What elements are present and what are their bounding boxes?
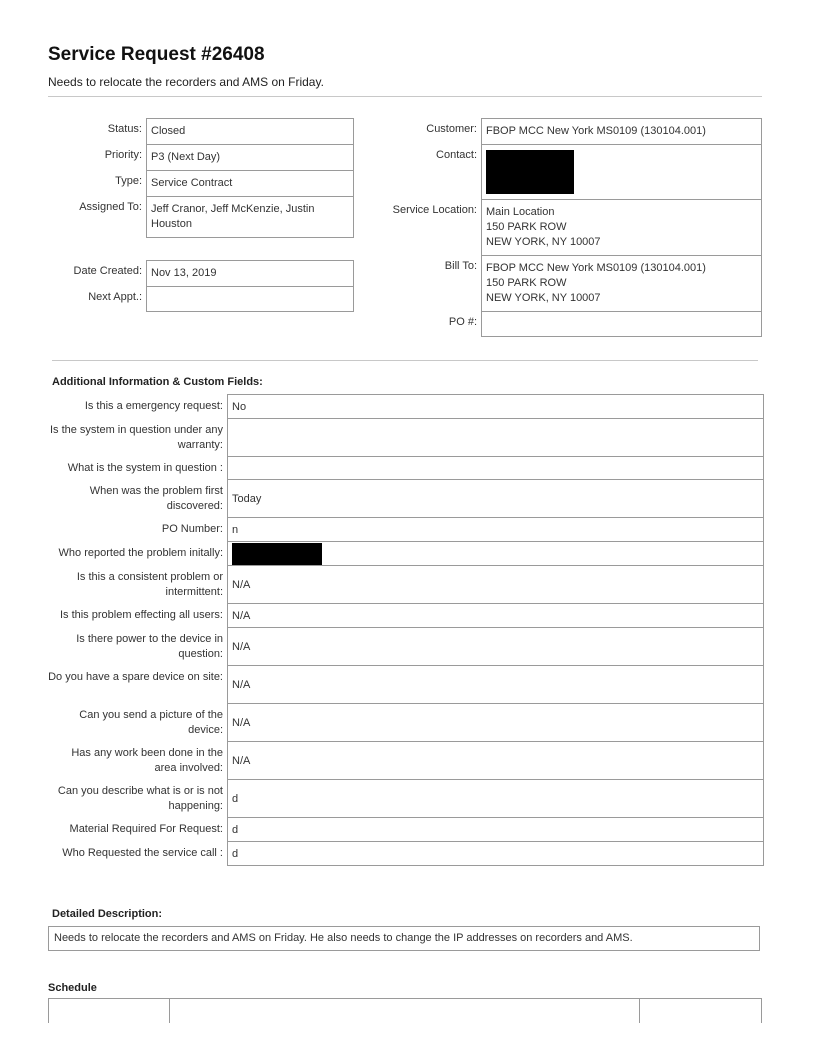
priority-label: Priority:	[104, 148, 142, 161]
additional-info-table	[48, 394, 764, 866]
header-divider	[48, 96, 762, 97]
page-title: Service Request #26408	[48, 44, 265, 65]
bill-to-name: FBOP MCC New York MS0109 (130104.001)	[486, 262, 706, 274]
schedule-title: Schedule	[48, 982, 97, 994]
customer-value: FBOP MCC New York MS0109 (130104.001)	[482, 119, 762, 145]
info-answer: d	[228, 818, 764, 842]
info-question: When was the problem first discovered:	[89, 484, 223, 512]
info-question: Is this problem effecting all users:	[59, 608, 223, 621]
info-row	[48, 818, 764, 842]
info-answer	[228, 457, 764, 480]
bill-to-street: 150 PARK ROW	[486, 277, 567, 289]
info-answer: N/A	[228, 604, 764, 628]
info-row	[48, 604, 764, 628]
contact-label: Contact:	[436, 148, 477, 161]
assigned-to-value: Jeff Cranor, Jeff McKenzie, Justin Houston	[147, 197, 354, 238]
info-answer: d	[228, 780, 764, 818]
info-question: Can you describe what is or is not happening:	[57, 784, 223, 812]
contact-value	[482, 145, 762, 200]
info-question: Material Required For Request:	[69, 822, 223, 835]
info-answer: d	[228, 842, 764, 866]
description-box: Needs to relocate the recorders and AMS on Friday. He also needs to change the IP addresses on recorders and AMS.	[48, 926, 760, 951]
customer-details-table	[380, 118, 762, 337]
po-label: PO #:	[448, 315, 477, 328]
date-created-value: Nov 13, 2019	[147, 261, 354, 287]
info-question: Is there power to the device in question:	[76, 632, 223, 660]
info-question: Has any work been done in the area involved:	[71, 746, 223, 774]
info-row	[48, 542, 764, 566]
page-subtitle: Needs to relocate the recorders and AMS on Friday.	[48, 75, 324, 89]
description-title: Detailed Description:	[52, 908, 163, 920]
next-appt-value	[147, 287, 354, 312]
info-answer: N/A	[228, 704, 764, 742]
service-location-label: Service Location:	[392, 203, 477, 216]
info-answer: Today	[228, 480, 764, 518]
info-question: What is the system in question :	[67, 461, 223, 474]
info-answer: N/A	[228, 628, 764, 666]
info-question: Is this a emergency request:	[84, 399, 223, 412]
info-question: Is the system in question under any warranty:	[49, 423, 223, 451]
request-summary-table	[48, 118, 354, 312]
type-label: Type:	[115, 174, 142, 187]
assigned-to-label: Assigned To:	[79, 200, 142, 213]
info-answer: N/A	[228, 666, 764, 704]
info-row	[48, 457, 764, 480]
service-location-street: 150 PARK ROW	[486, 221, 567, 233]
info-answer: n	[228, 518, 764, 542]
customer-label: Customer:	[426, 122, 477, 135]
info-row	[48, 666, 764, 704]
info-row	[48, 704, 764, 742]
schedule-table	[48, 998, 762, 1023]
status-label: Status:	[107, 122, 142, 135]
type-value: Service Contract	[147, 171, 354, 197]
service-location-city: NEW YORK, NY 10007	[486, 236, 601, 248]
schedule-column-divider	[639, 999, 640, 1023]
info-question: Is this a consistent problem or intermittent:	[76, 570, 223, 598]
service-location-value	[482, 200, 762, 256]
info-question: PO Number:	[161, 522, 223, 535]
info-row	[48, 628, 764, 666]
redaction-block	[232, 543, 322, 565]
info-row	[48, 780, 764, 818]
info-row	[48, 566, 764, 604]
section-divider	[52, 360, 758, 361]
schedule-column-divider	[169, 999, 170, 1023]
po-value	[482, 312, 762, 337]
additional-info-title: Additional Information & Custom Fields:	[52, 376, 263, 388]
status-value: Closed	[147, 119, 354, 145]
info-row	[48, 742, 764, 780]
info-row	[48, 395, 764, 419]
service-location-name: Main Location	[486, 206, 555, 218]
info-question: Can you send a picture of the device:	[79, 708, 223, 736]
info-answer	[228, 542, 764, 566]
bill-to-city: NEW YORK, NY 10007	[486, 292, 601, 304]
date-created-label: Date Created:	[73, 264, 142, 277]
info-question: Who Requested the service call :	[62, 846, 223, 859]
info-question: Do you have a spare device on site:	[48, 670, 223, 683]
info-question: Who reported the problem initally:	[58, 546, 223, 559]
info-answer: N/A	[228, 566, 764, 604]
info-row	[48, 842, 764, 866]
priority-value: P3 (Next Day)	[147, 145, 354, 171]
info-row	[48, 480, 764, 518]
bill-to-value	[482, 256, 762, 312]
bill-to-label: Bill To:	[444, 259, 477, 272]
info-answer	[228, 419, 764, 457]
next-appt-label: Next Appt.:	[88, 290, 142, 303]
info-row	[48, 419, 764, 457]
info-row	[48, 518, 764, 542]
info-answer: No	[228, 395, 764, 419]
info-answer: N/A	[228, 742, 764, 780]
redaction-block	[486, 150, 574, 194]
